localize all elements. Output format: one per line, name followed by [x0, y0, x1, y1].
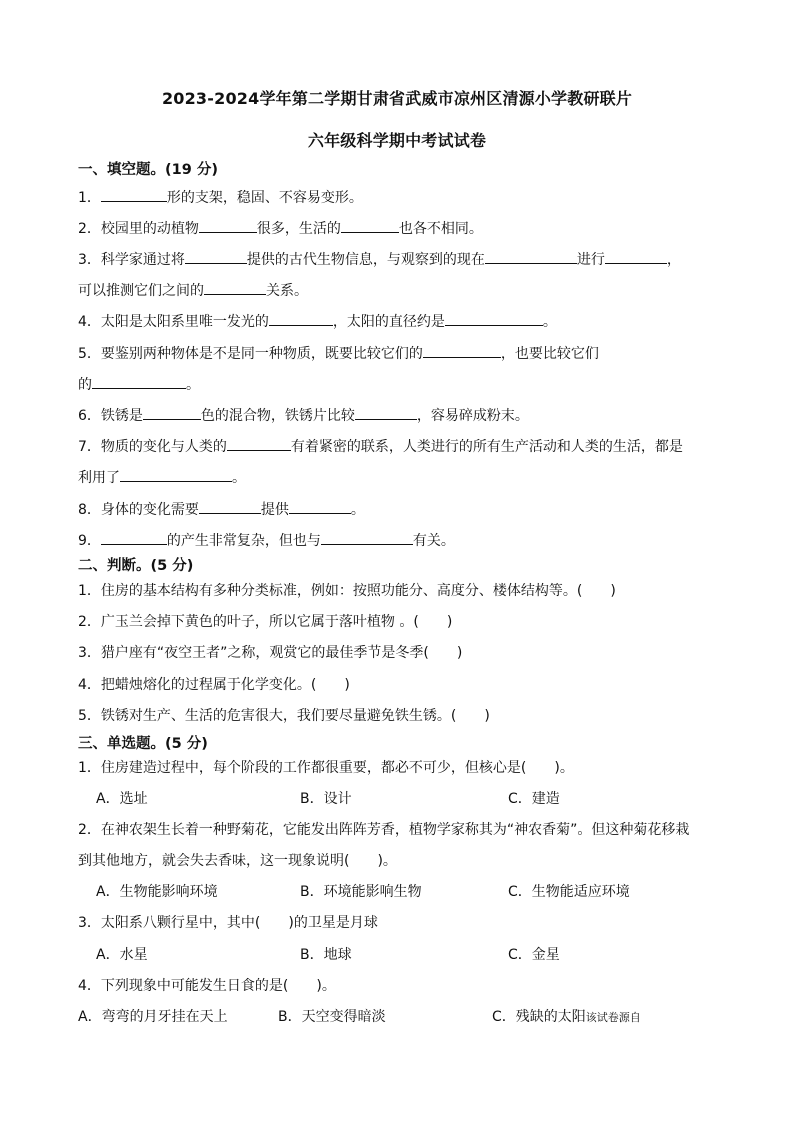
question-choice-2: 2．在神农架生长着一种野菊花，它能发出阵阵芳香，植物学家称其为“神农香菊”。但这种菊花移栽	[78, 822, 690, 838]
answer-blank[interactable]	[199, 217, 257, 233]
question-judge-2: 2．广玉兰会掉下黄色的叶子，所以它属于落叶植物 。( )	[78, 614, 453, 630]
answer-blank[interactable]	[269, 310, 333, 326]
section-fill-in-heading: 一、填空题。(19 分)	[78, 162, 218, 178]
choice-option-b[interactable]: B．天空变得暗淡	[278, 1009, 386, 1025]
answer-blank[interactable]	[423, 342, 501, 358]
question-judge-3: 3．猎户座有“夜空王者”之称，观赏它的最佳季节是冬季( )	[78, 645, 463, 661]
question-judge-1: 1．住房的基本结构有多种分类标准，例如：按照功能分、高度分、楼体结构等。( )	[78, 583, 616, 599]
answer-blank[interactable]	[185, 248, 247, 264]
question-choice-3: 3．太阳系八颗行星中，其中( )的卫星是月球	[78, 915, 378, 931]
answer-blank[interactable]	[289, 498, 351, 514]
answer-blank[interactable]	[204, 279, 266, 295]
choice-option-b[interactable]: B．环境能影响生物	[300, 884, 422, 900]
question-fill-2: 2．校园里的动植物 很多，生活的 也各不相同。	[78, 217, 483, 239]
answer-blank[interactable]	[199, 498, 261, 514]
choice-option-b[interactable]: B．地球	[300, 947, 352, 963]
question-judge-5: 5．铁锈对生产、生活的危害很大，我们要尽量避免铁生锈。( )	[78, 708, 490, 724]
question-fill-3-cont: 可以推测它们之间的 关系。	[78, 279, 308, 301]
question-fill-9: 9． 的产生非常复杂，但也与 有关。	[78, 529, 455, 551]
section-choice-heading: 三、单选题。(5 分)	[78, 736, 208, 752]
answer-blank[interactable]	[101, 529, 167, 545]
question-fill-6: 6．铁锈是 色的混合物，铁锈片比较 ，容易碎成粉末。	[78, 404, 529, 426]
choice-option-a[interactable]: A．弯弯的月牙挂在天上	[78, 1009, 228, 1025]
answer-blank[interactable]	[485, 248, 577, 264]
question-choice-4: 4．下列现象中可能发生日食的是( )。	[78, 978, 336, 994]
choice-option-a[interactable]: A．生物能影响环境	[96, 884, 218, 900]
source-note: 该试卷源自	[585, 1011, 641, 1024]
answer-blank[interactable]	[341, 217, 399, 233]
answer-blank[interactable]	[92, 373, 186, 389]
question-fill-5-cont: 的 。	[78, 373, 200, 395]
answer-blank[interactable]	[605, 248, 667, 264]
choice-option-c[interactable]: C．金星	[508, 947, 560, 963]
question-fill-7: 7．物质的变化与人类的 有着紧密的联系，人类进行的所有生产活动和人类的生活，都是	[78, 435, 683, 457]
exam-title-line1: 2023-2024学年第二学期甘肃省武威市凉州区清源小学教研联片	[161, 89, 633, 108]
answer-blank[interactable]	[321, 529, 413, 545]
question-fill-8: 8．身体的变化需要 提供 。	[78, 498, 365, 520]
section-judgment-heading: 二、判断。(5 分)	[78, 558, 194, 574]
question-fill-7-cont: 利用了 。	[78, 466, 246, 488]
answer-blank[interactable]	[120, 466, 232, 482]
question-fill-4: 4．太阳是太阳系里唯一发光的 ，太阳的直径约是 。	[78, 310, 557, 332]
exam-title-line2: 六年级科学期中考试试卷	[307, 131, 487, 150]
answer-blank[interactable]	[101, 186, 167, 202]
choice-option-a[interactable]: A．水星	[96, 947, 148, 963]
choice-option-b[interactable]: B．设计	[300, 791, 352, 807]
choice-option-c[interactable]: C．建造	[508, 791, 560, 807]
question-judge-4: 4．把蜡烛熔化的过程属于化学变化。( )	[78, 677, 350, 693]
answer-blank[interactable]	[143, 404, 201, 420]
answer-blank[interactable]	[355, 404, 417, 420]
choice-option-a[interactable]: A．选址	[96, 791, 148, 807]
choice-option-c[interactable]: C．生物能适应环境	[508, 884, 630, 900]
choice-option-c[interactable]: C．残缺的太阳该试卷源自	[492, 1009, 641, 1025]
question-fill-3: 3．科学家通过将 提供的古代生物信息，与观察到的现在 进行 ，	[78, 248, 681, 270]
answer-blank[interactable]	[445, 310, 543, 326]
answer-blank[interactable]	[227, 435, 291, 451]
question-fill-1: 1． 形的支架，稳固、不容易变形。	[78, 186, 363, 208]
question-choice-1: 1．住房建造过程中，每个阶段的工作都很重要，都必不可少，但核心是( )。	[78, 760, 574, 776]
question-choice-2-cont: 到其他地方，就会失去香味，这一现象说明( )。	[78, 853, 397, 869]
question-fill-5: 5．要鉴别两种物体是不是同一种物质，既要比较它们的 ，也要比较它们	[78, 342, 599, 364]
